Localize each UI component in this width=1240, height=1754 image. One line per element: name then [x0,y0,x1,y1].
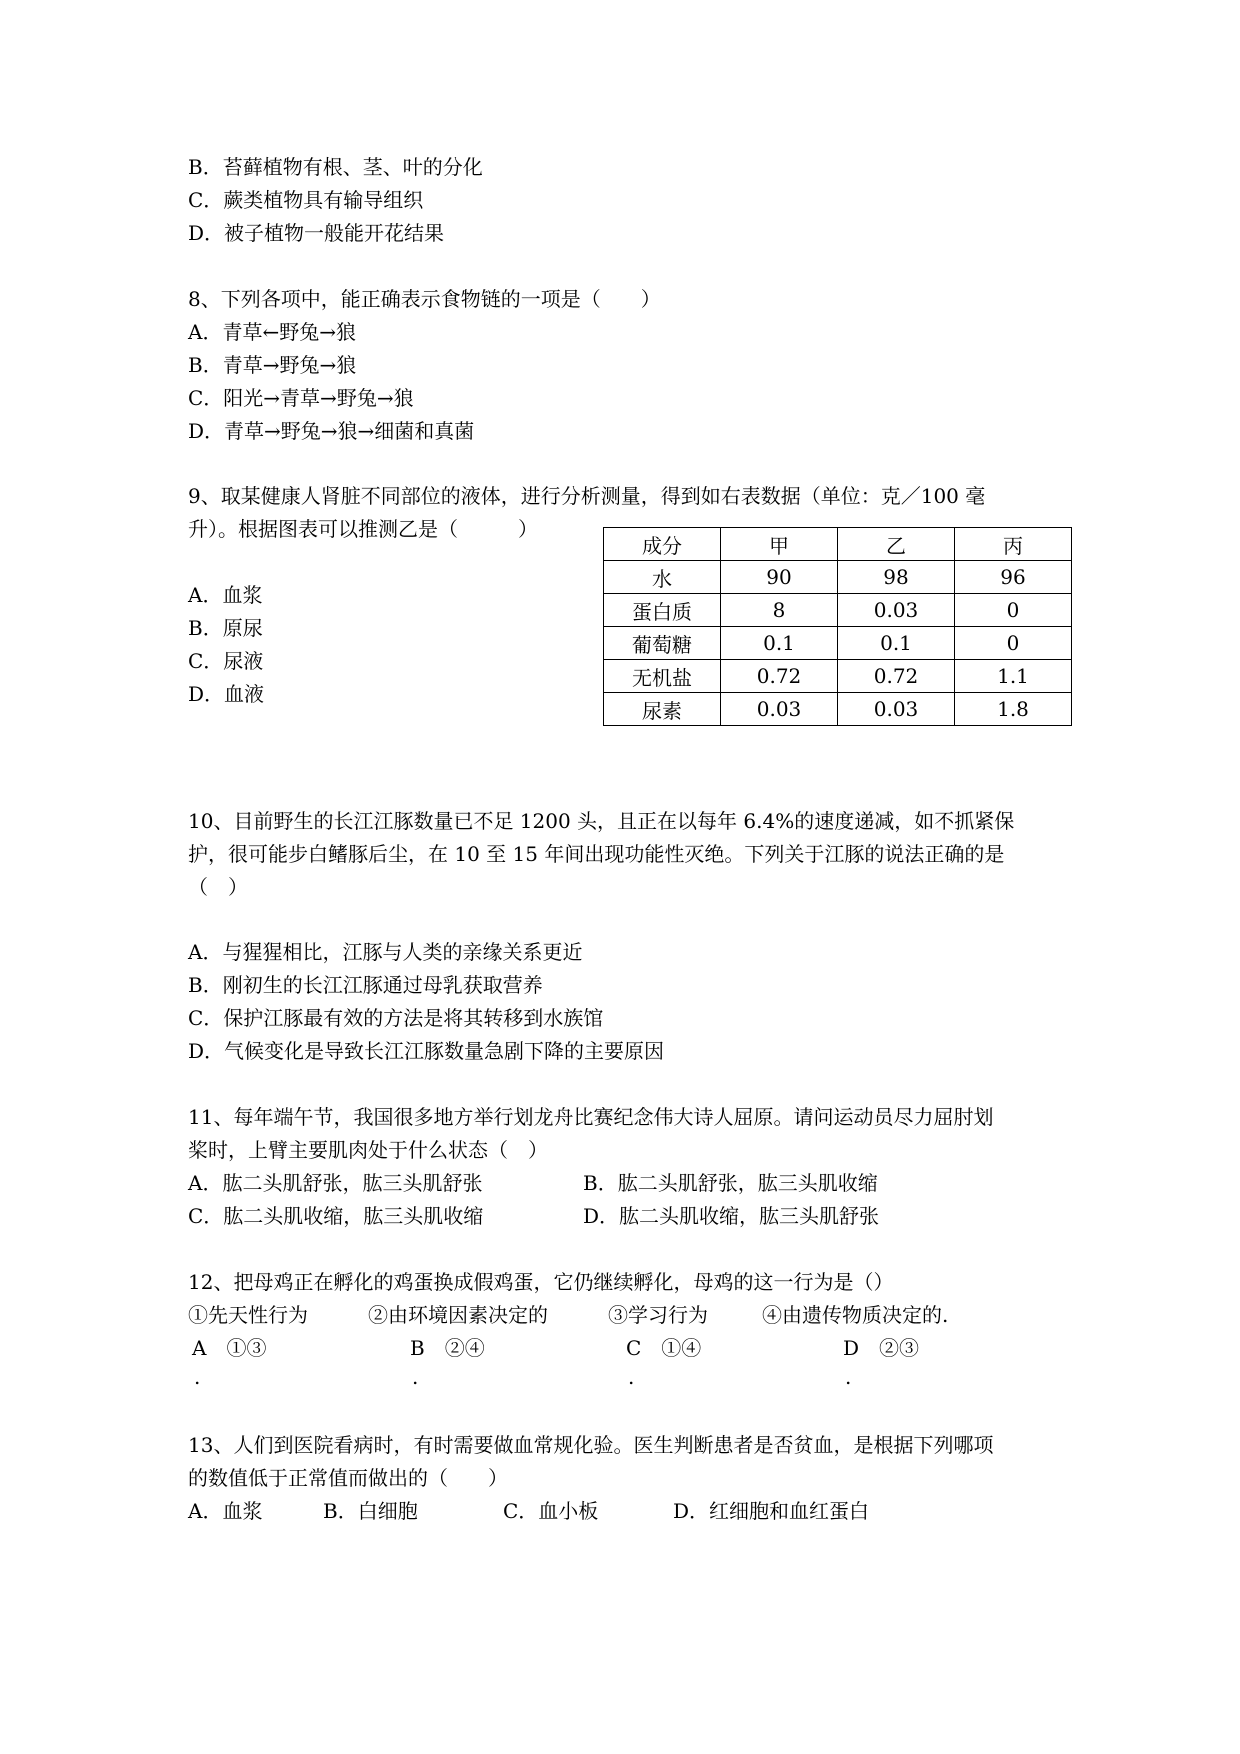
q9-option-d: D．血液 [188,682,265,706]
table-header-row [604,528,1072,561]
q12-dot: . [845,1365,852,1389]
q10-option-b: B．刚初生的长江江豚通过母乳获取营养 [188,973,543,997]
table-cell: 0.72 [838,660,955,693]
q11-option-b: B．肱二头肌舒张，肱三头肌收缩 [583,1171,878,1195]
table-cell: 0 [955,594,1072,627]
table-cell: 96 [955,561,1072,594]
table-cell: 葡萄糖 [604,627,721,660]
table-row [604,660,1072,693]
table-cell: 90 [721,561,838,594]
q13-stem-line2: 的数值低于正常值而做出的（ ） [188,1466,508,1490]
table-cell: 1.8 [955,693,1072,726]
q12-dot: . [194,1365,201,1389]
table-row [604,594,1072,627]
table-cell: 0.03 [838,594,955,627]
q11-option-a: A．肱二头肌舒张，肱三头肌舒张 [188,1171,483,1195]
table-cell: 无机盐 [604,660,721,693]
table-cell: 1.1 [955,660,1072,693]
q10-stem-line3: （ ） [188,875,248,899]
q7-option-c: C．蕨类植物具有输导组织 [188,188,424,212]
table-cell: 尿素 [604,693,721,726]
q12-dot: . [412,1365,419,1389]
table-cell: 水 [604,561,721,594]
q8-option-a: A．青草←野兔→狼 [188,320,356,344]
table-cell: 0 [955,627,1072,660]
table-row [604,693,1072,726]
table-cell: 0.03 [838,693,955,726]
q10-option-d: D．气候变化是导致长江江豚数量急剧下降的主要原因 [188,1039,665,1063]
q12-option-a: A ①③ [192,1336,267,1360]
header-cell: 甲 [721,528,838,561]
q12-dot: . [628,1365,635,1389]
q8-stem: 8、下列各项中，能正确表示食物链的一项是（ ） [188,287,661,311]
q11-stem-line1: 11、每年端午节，我国很多地方举行划龙舟比赛纪念伟大诗人屈原。请问运动员尽力屈肘划 [188,1105,994,1129]
header-cell: 乙 [838,528,955,561]
q9-option-c: C．尿液 [188,649,264,673]
q9-stem-line1: 9、取某健康人肾脏不同部位的液体，进行分析测量，得到如右表数据（单位：克／100 毫 [188,484,986,508]
q13-stem-line1: 13、人们到医院看病时，有时需要做血常规化验。医生判断患者是否贫血，是根据下列哪项 [188,1433,994,1457]
q7-option-b: B．苔藓植物有根、茎、叶的分化 [188,155,483,179]
q8-option-d: D．青草→野兔→狼→细菌和真菌 [188,419,475,443]
table-row [604,627,1072,660]
q12-statement-3: ③学习行为 [608,1303,708,1327]
q8-option-b: B．青草→野兔→狼 [188,353,357,377]
table-cell: 0.1 [838,627,955,660]
table-cell: 蛋白质 [604,594,721,627]
header-cell: 丙 [955,528,1072,561]
q11-stem-line2: 桨时，上臂主要肌肉处于什么状态（ ） [188,1138,548,1162]
q9-option-a: A．血浆 [188,583,263,607]
table-row [604,561,1072,594]
q12-statement-1: ①先天性行为 [188,1303,308,1327]
kidney-fluid-table [603,527,1072,726]
table-cell: 0.03 [721,693,838,726]
q13-option-b: B．白细胞 [323,1499,418,1523]
q9-option-b: B．原尿 [188,616,263,640]
q12-statement-4: ④由遗传物质决定的. [762,1303,949,1327]
q13-option-a: A．血浆 [188,1499,263,1523]
q12-statement-2: ②由环境因素决定的 [368,1303,548,1327]
q10-stem-line1: 10、目前野生的长江江豚数量已不足 1200 头，且正在以每年 6.4%的速度递减，如不抓紧保 [188,809,1015,833]
q9-stem-line2: 升）。根据图表可以推测乙是（ ） [188,517,538,541]
q13-option-c: C．血小板 [503,1499,599,1523]
q12-option-c: C ①④ [626,1336,702,1360]
q12-option-d: D ②③ [843,1336,920,1360]
q8-option-c: C．阳光→青草→野兔→狼 [188,386,414,410]
q13-option-d: D．红细胞和血红蛋白 [673,1499,870,1523]
table-cell: 0.72 [721,660,838,693]
q7-option-d: D．被子植物一般能开花结果 [188,221,445,245]
q12-stem: 12、把母鸡正在孵化的鸡蛋换成假鸡蛋，它仍继续孵化，母鸡的这一行为是（） [188,1270,894,1294]
q11-option-c: C．肱二头肌收缩，肱三头肌收缩 [188,1204,484,1228]
table-cell: 0.1 [721,627,838,660]
q10-option-a: A．与猩猩相比，江豚与人类的亲缘关系更近 [188,940,583,964]
q12-option-b: B ②④ [410,1336,485,1360]
table-cell: 8 [721,594,838,627]
table-cell: 98 [838,561,955,594]
q10-stem-line2: 护，很可能步白鳍豚后尘，在 10 至 15 年间出现功能性灭绝。下列关于江豚的说法正确的是 [188,842,1005,866]
header-cell: 成分 [604,528,721,561]
q11-option-d: D．肱二头肌收缩，肱三头肌舒张 [583,1204,880,1228]
q10-option-c: C．保护江豚最有效的方法是将其转移到水族馆 [188,1006,604,1030]
